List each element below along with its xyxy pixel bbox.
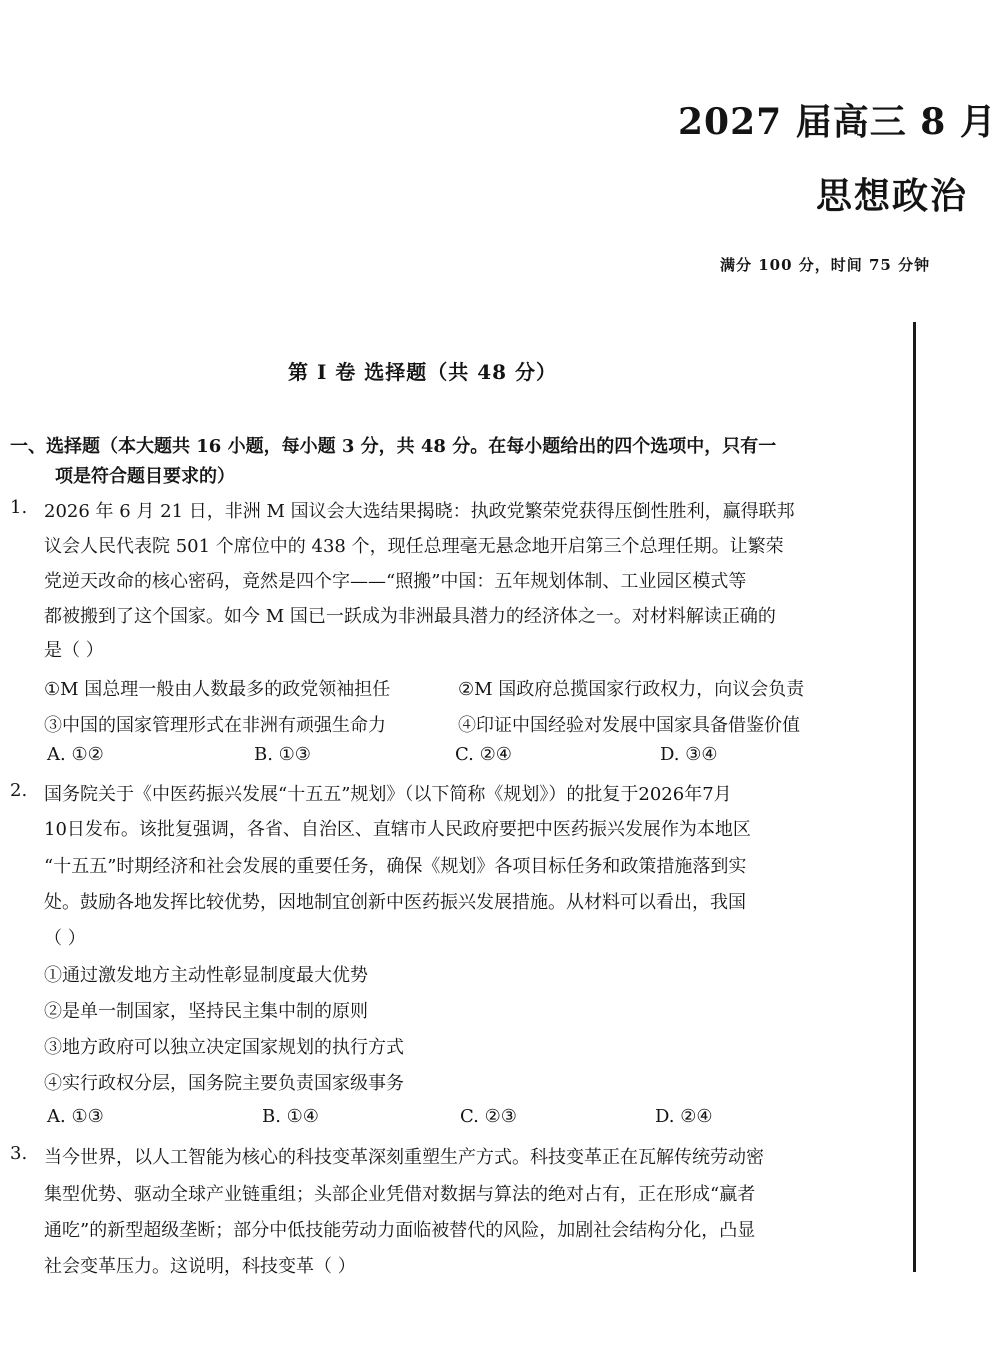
question-3-text-line: 当今世界，以人工智能为核心的科技变革深刻重塑生产方式。科技变革正在瓦解传统劳动密: [44, 1147, 764, 1168]
section-instruction-line-2: 项是符合题目要求的）: [55, 466, 235, 487]
question-number: 1.: [10, 497, 28, 518]
question-1-text-line: 2026 年 6 月 21 日，非洲 M 国议会大选结果揭晓：执政党繁荣党获得压倒性胜利，赢得联邦: [44, 501, 795, 522]
question-3-text-line: 集型优势、驱动全球产业链重组；头部企业凭借对数据与算法的绝对占有，正在形成“赢者: [44, 1184, 756, 1205]
question-3-text-line: 通吃”的新型超级垄断；部分中低技能劳动力面临被替代的风险，加剧社会结构分化，凸显: [44, 1220, 756, 1241]
question-1-statement: ④印证中国经验对发展中国家具备借鉴价值: [458, 715, 800, 736]
question-number: 3.: [10, 1143, 28, 1164]
question-2-text-line: （ ）: [44, 928, 86, 949]
question-1-text-line: 议会人民代表院 501 个席位中的 438 个，现任总理毫无悬念地开启第三个总理任期。让繁荣: [44, 536, 784, 557]
question-1-statement: ③中国的国家管理形式在非洲有顽强生命力: [44, 715, 386, 736]
question-number: 2.: [10, 780, 28, 801]
question-2-option-d[interactable]: D. ②④: [655, 1106, 713, 1127]
question-2-option-b[interactable]: B. ①④: [262, 1106, 319, 1127]
question-1-statement: ②M 国政府总揽国家行政权力，向议会负责: [458, 679, 805, 700]
question-3-text-line: 社会变革压力。这说明，科技变革（ ）: [44, 1256, 356, 1277]
question-1-statement: ①M 国总理一般由人数最多的政党领袖担任: [44, 679, 391, 700]
exam-title: 2027 届高三 8 月: [678, 101, 997, 143]
question-2-option-c[interactable]: C. ②③: [460, 1106, 517, 1127]
margin-rule: [913, 322, 916, 1272]
question-2-statement: ③地方政府可以独立决定国家规划的执行方式: [44, 1037, 404, 1058]
question-2-statement: ④实行政权分层，国务院主要负责国家级事务: [44, 1073, 404, 1094]
exam-meta: 满分 100 分，时间 75 分钟: [720, 256, 931, 274]
question-2-statement: ②是单一制国家，坚持民主集中制的原则: [44, 1001, 368, 1022]
question-1-text-line: 党逆天改命的核心密码，竟然是四个字——“照搬”中国：五年规划体制、工业园区模式等: [44, 571, 747, 592]
question-2-text-line: 处。鼓励各地发挥比较优势，因地制宜创新中医药振兴发展措施。从材料可以看出，我国: [44, 892, 746, 913]
question-1-option-a[interactable]: A. ①②: [47, 744, 104, 765]
question-1-option-b[interactable]: B. ①③: [254, 744, 311, 765]
question-2-text-line: 10日发布。该批复强调，各省、自治区、直辖市人民政府要把中医药振兴发展作为本地区: [44, 819, 751, 840]
question-1-text-line: 都被搬到了这个国家。如今 M 国已一跃成为非洲最具潜力的经济体之一。对材料解读正确的: [44, 606, 776, 627]
section-title: 第 I 卷 选择题（共 48 分）: [288, 360, 558, 384]
question-2-text-line: 国务院关于《中医药振兴发展“十五五”规划》（以下简称《规划》）的批复于2026年7月: [44, 784, 732, 805]
question-2-statement: ①通过激发地方主动性彰显制度最大优势: [44, 965, 368, 986]
section-instruction-line-1: 一、选择题（本大题共 16 小题，每小题 3 分，共 48 分。在每小题给出的四个选项中，只有一: [10, 436, 777, 457]
exam-subject: 思想政治: [816, 175, 969, 217]
question-2-text-line: “十五五”时期经济和社会发展的重要任务，确保《规划》各项目标任务和政策措施落到实: [44, 856, 747, 877]
question-1-option-c[interactable]: C. ②④: [455, 744, 512, 765]
question-1-text-line: 是（ ）: [44, 640, 104, 661]
question-1-option-d[interactable]: D. ③④: [660, 744, 718, 765]
question-2-option-a[interactable]: A. ①③: [47, 1106, 104, 1127]
